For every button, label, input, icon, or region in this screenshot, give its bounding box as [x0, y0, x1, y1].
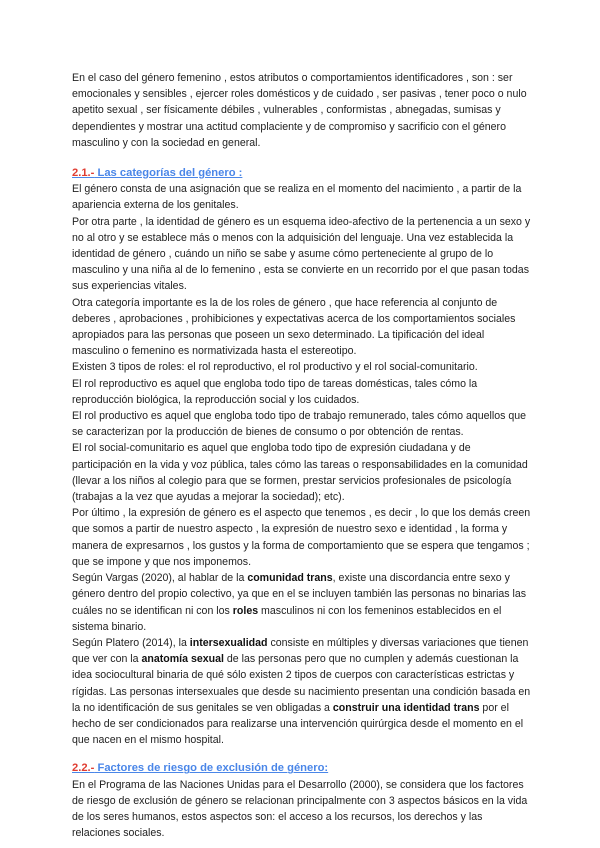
paragraph-intersex [72, 635, 532, 748]
section-title: Factores de riesgo de exclusión de género: [97, 762, 329, 775]
paragraph: En el Programa de las Naciones Unidas para el Desarrollo (2000), se considera que los factores de riesgo de exclusión de género se relacionan principalmente con 3 aspectos básicos en la vida de los seres humanos, estos aspectos son: el acceso a los recursos, los derechos y las relaciones sociales. [72, 778, 528, 840]
text-run: masculinos ni con los femeninos establecidos en el sistema binario. [72, 604, 502, 633]
paragraph: El género consta de una asignación que se realiza en el momento del nacimiento , a partir de la apariencia externa de los genitales. [72, 183, 522, 212]
section-number: 2.1.- [72, 167, 95, 180]
section-title: Las categorías del género : [97, 167, 243, 180]
text-run: consiste en múltiples y diversas variaciones que tienen que ver con la [72, 636, 529, 666]
section-number: 2.2.- [72, 762, 95, 775]
intro-paragraph: En el caso del género femenino , estos atributos o comportamientos identificadores , son : ser emocionales y sensibles , ejercer roles domésticos y de cuidado , ser pasivas , tener poco o nulo apetito sexual , ser físicamente débiles , vulnerables , conformistas , abnegadas, sumisas y dependientes y mostrar una actitud complaciente y de compromiso y sacrificio con el género masculino y con la sociedad en general. [72, 72, 527, 149]
paragraph: Existen 3 tipos de roles: el rol reproductivo, el rol productivo y el rol social-comunitario. [72, 361, 478, 374]
text-run: , existe una discordancia entre sexo y género dentro del propio colectivo, ya que en el se incluyen también las personas no binarias las cuáles no se identifican ni con los [72, 572, 527, 617]
section-heading-categories [72, 165, 532, 181]
paragraph: Por último , la expresión de género es el aspecto que tenemos , es decir , lo que los demás creen que somos a partir de nuestro aspecto , la expresión de nuestro sexo e identidad , la forma y manera de expresarnos , los gustos y la forma de comportamiento que se espera que tengamos ; que se impone y que nos imponemos. [72, 507, 531, 568]
bold-term: anatomía sexual [141, 653, 224, 666]
bold-term: construir una identidad trans [332, 701, 480, 714]
text-run: por el hecho de ser condicionados para realizarse una intervención quirúrgica desde el momento en el que nacen en el mismo hospital. [72, 701, 524, 747]
bold-term: intersexualidad [189, 636, 268, 649]
section-heading-risk-factors [72, 760, 532, 776]
paragraph: Por otra parte , la identidad de género es un esquema ideo-afectivo de la pertenencia a un sexo y no al otro y se establece más o menos con la adquisición del lenguaje. Una vez establecida la identidad de género , cuándo un niño se sabe y asume cómo perteneciente al grupo de lo masculino y una niña al de lo femenino , esta se convierte en un recorrido por el que pasan todas sus experiencias vitales. [72, 215, 531, 293]
paragraph: Otra categoría importante es la de los roles de género , que hace referencia al conjunto de deberes , aprobaciones , prohibiciones y expectativas acerca de los comportamientos sociales apropiados para las personas que poseen un sexo determinado. La tipificación del ideal masculino o femenino es normativizada hasta el estereotipo. [72, 296, 516, 358]
text-run: de las personas pero que no cumplen y además cuestionan la idea sociocultural binaria de qué sólo existen 2 tipos de cuerpos con características estrictas y rígidas. Las personas intersexuales que desde su nacimiento presentan una condición basada en la no identificación de sus genitales se ven obligadas a [72, 653, 531, 714]
paragraph: El rol social-comunitario es aquel que engloba todo tipo de expresión ciudadana y de participación en la vida y voz pública, tales cómo las tareas o responsabilidades en la comunidad (llevar a los niños al colegio para que se formen, prestar servicios profesionales de psicología (trabajas a la vez que ayudas a mejorar la sociedad); etc). [72, 442, 528, 504]
text-run: Según Platero (2014), la [72, 636, 190, 649]
paragraph-trans [72, 570, 532, 635]
document-page [72, 70, 532, 841]
bold-term: comunidad trans [247, 572, 333, 585]
text-run: Según Vargas (2020), al hablar de la [72, 572, 248, 585]
bold-term: roles [232, 604, 259, 617]
paragraph: El rol productivo es aquel que engloba todo tipo de trabajo remunerado, tales cómo aquellos que se caracterizan por la producción de bienes de consumo o por obtención de rentas. [72, 410, 527, 439]
paragraph: El rol reproductivo es aquel que engloba todo tipo de tareas domésticas, tales cómo la reproducción biológica, la reproducción social y los cuidados. [72, 377, 478, 406]
spacer [72, 748, 532, 760]
